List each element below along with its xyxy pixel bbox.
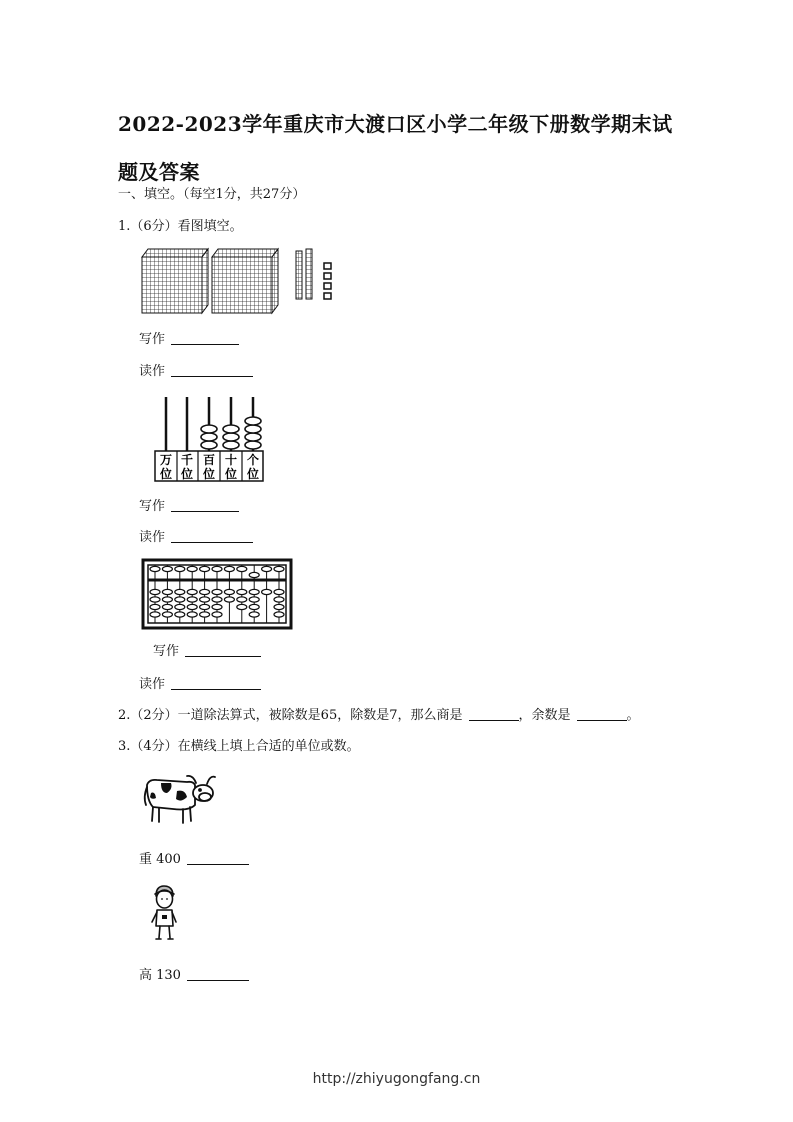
- q1-read-row-1: [139, 363, 253, 381]
- answer-blank[interactable]: [171, 364, 253, 377]
- question-1-stem: 1.（6分）看图填空。: [118, 219, 243, 234]
- page-title: 2022-2023学年重庆市大渡口区小学二年级下册数学期末试题及答案: [118, 112, 673, 184]
- suanpan-abacus-figure: [141, 558, 293, 630]
- q2-text-a: 2.（2分）一道除法算式，被除数是65，除数是7，那么商是: [118, 708, 463, 723]
- place-value-abacus-figure: [153, 393, 265, 483]
- place-label-shi: 十: [224, 453, 238, 467]
- svg-text:位: 位: [159, 467, 173, 481]
- remainder-blank[interactable]: [577, 708, 627, 721]
- thousand-cube-2: [212, 249, 278, 313]
- place-label-qian: 千: [180, 453, 194, 467]
- section-heading: 一、填空。（每空1分，共27分）: [118, 187, 306, 202]
- cow-weight-row: [139, 851, 249, 869]
- q1-read-row-2: [139, 529, 253, 547]
- cow-illustration: [143, 771, 215, 826]
- answer-blank[interactable]: [187, 852, 249, 865]
- child-height-row: [139, 967, 249, 985]
- place-label-bai: 百: [202, 453, 216, 467]
- q1-write-row-1: [139, 331, 239, 349]
- footer-url[interactable]: http://zhiyugongfang.cn: [312, 1071, 481, 1087]
- q1-write-row-3: [153, 643, 261, 661]
- read-label: 读作: [139, 677, 166, 692]
- write-label: 写作: [139, 499, 166, 514]
- q2-text-c: 。: [626, 708, 640, 723]
- answer-blank[interactable]: [171, 677, 261, 690]
- q2-text-b: ，余数是: [518, 708, 571, 723]
- base-ten-blocks-figure: [138, 245, 338, 315]
- answer-blank[interactable]: [171, 499, 239, 512]
- q1-read-row-3: [139, 676, 261, 694]
- place-label-wan: 万: [159, 453, 173, 467]
- place-label-ge: 个: [246, 453, 260, 467]
- answer-blank[interactable]: [185, 644, 261, 657]
- svg-text:位: 位: [202, 467, 216, 481]
- write-label: 写作: [139, 332, 166, 347]
- question-2: [118, 707, 640, 725]
- thousand-cube-1: [142, 249, 208, 313]
- write-label: 写作: [153, 644, 180, 659]
- quotient-blank[interactable]: [469, 708, 519, 721]
- svg-text:位: 位: [224, 467, 238, 481]
- q1-write-row-2: [139, 498, 239, 516]
- child-illustration: [149, 884, 179, 942]
- read-label: 读作: [139, 530, 166, 545]
- answer-blank[interactable]: [187, 968, 249, 981]
- answer-blank[interactable]: [171, 530, 253, 543]
- question-3-stem: 3.（4分）在横线上填上合适的单位或数。: [118, 739, 360, 754]
- unit-cubes: [324, 263, 331, 299]
- ten-rods: [296, 249, 312, 299]
- cow-weight-label: 重 400: [139, 852, 181, 867]
- answer-blank[interactable]: [171, 332, 239, 345]
- svg-text:位: 位: [180, 467, 194, 481]
- svg-text:位: 位: [246, 467, 260, 481]
- read-label: 读作: [139, 364, 166, 379]
- child-height-label: 高 130: [139, 968, 181, 983]
